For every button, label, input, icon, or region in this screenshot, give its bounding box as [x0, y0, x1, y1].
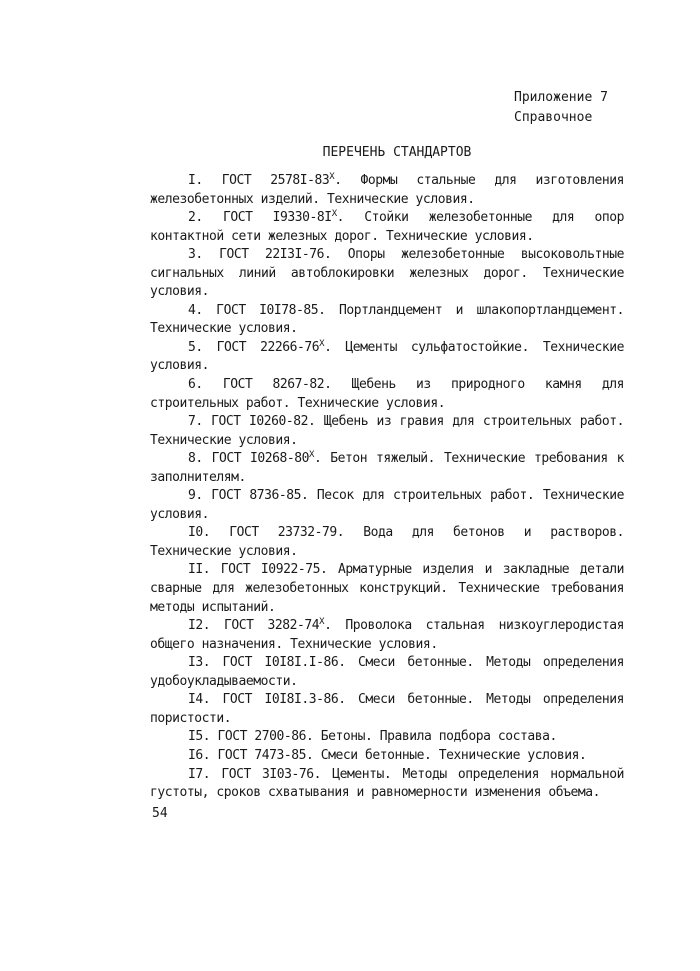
standards-list	[150, 172, 624, 803]
standard-entry: 5. ГОСТ $22266-76^X$. Цементы сульфатостойкие. Технические условия.	[150, 338, 624, 374]
standard-entry: II. ГОСТ I0922-75. Арматурные изделия и закладные детали сварные для железобетонных конструкций. Технические требования методы испытаний.	[150, 562, 624, 615]
appendix-header	[514, 88, 608, 128]
standard-entry: 6. ГОСТ 8267-82. Щебень из природного камня для строительных работ. Технические условия.	[150, 377, 624, 411]
standard-entry: 2. ГОСТ $I9330-8I^X$. Стойки железобетонные для опор контактной сети железных дорог. Технические условия.	[150, 209, 625, 244]
standard-entry: I3. ГОСТ I0I8I.I-86. Смеси бетонные. Методы определения удобоукладываемости.	[150, 655, 624, 689]
standard-entry: I2. ГОСТ $3282-74^X$. Проволока стальная низкоуглеродистая общего назначения. Технические условия.	[150, 617, 624, 652]
standard-entry: 9. ГОСТ 8736-85. Песок для строительных работ. Технические условия.	[150, 488, 624, 522]
standard-entry: 3. ГОСТ 22I3I-76. Опоры железобетонные высоковольтные сигнальных линий автоблокировки железных дорог. Технические условия.	[150, 247, 624, 300]
appendix-label: Приложение 7	[514, 90, 608, 105]
standard-entry: I. ГОСТ $2578I-83^X$. Формы стальные для изготовления железобетонных изделий. Технические условия.	[150, 172, 624, 207]
standard-entry: 7. ГОСТ I0260-82. Щебень из гравия для строительных работ. Технические условия.	[150, 414, 624, 448]
document-title: ПЕРЕЧЕНЬ СТАНДАРТОВ	[322, 145, 472, 160]
standard-entry: I5. ГОСТ 2700-86. Бетоны. Правила подбора состава.	[188, 729, 557, 745]
standard-entry: 8. ГОСТ $I0268-80^X$. Бетон тяжелый. Технические требования к заполнителям.	[150, 450, 624, 485]
standard-entry: I4. ГОСТ I0I8I.3-86. Смеси бетонные. Методы определения пористости.	[150, 692, 624, 726]
standard-entry: I7. ГОСТ 3I03-76. Цементы. Методы определения нормальной густоты, сроков схватывания и равномерности изменения объема.	[150, 766, 624, 801]
page-number: 54	[152, 806, 168, 821]
standard-entry: I0. ГОСТ 23732-79. Вода для бетонов и растворов. Технические условия.	[150, 525, 624, 559]
appendix-type: Справочное	[514, 110, 593, 125]
standard-entry: I6. ГОСТ 7473-85. Смеси бетонные. Технические условия.	[188, 747, 587, 763]
standard-entry: 4. ГОСТ I0I78-85. Портландцемент и шлакопортландцемент. Технические условия.	[150, 302, 624, 337]
